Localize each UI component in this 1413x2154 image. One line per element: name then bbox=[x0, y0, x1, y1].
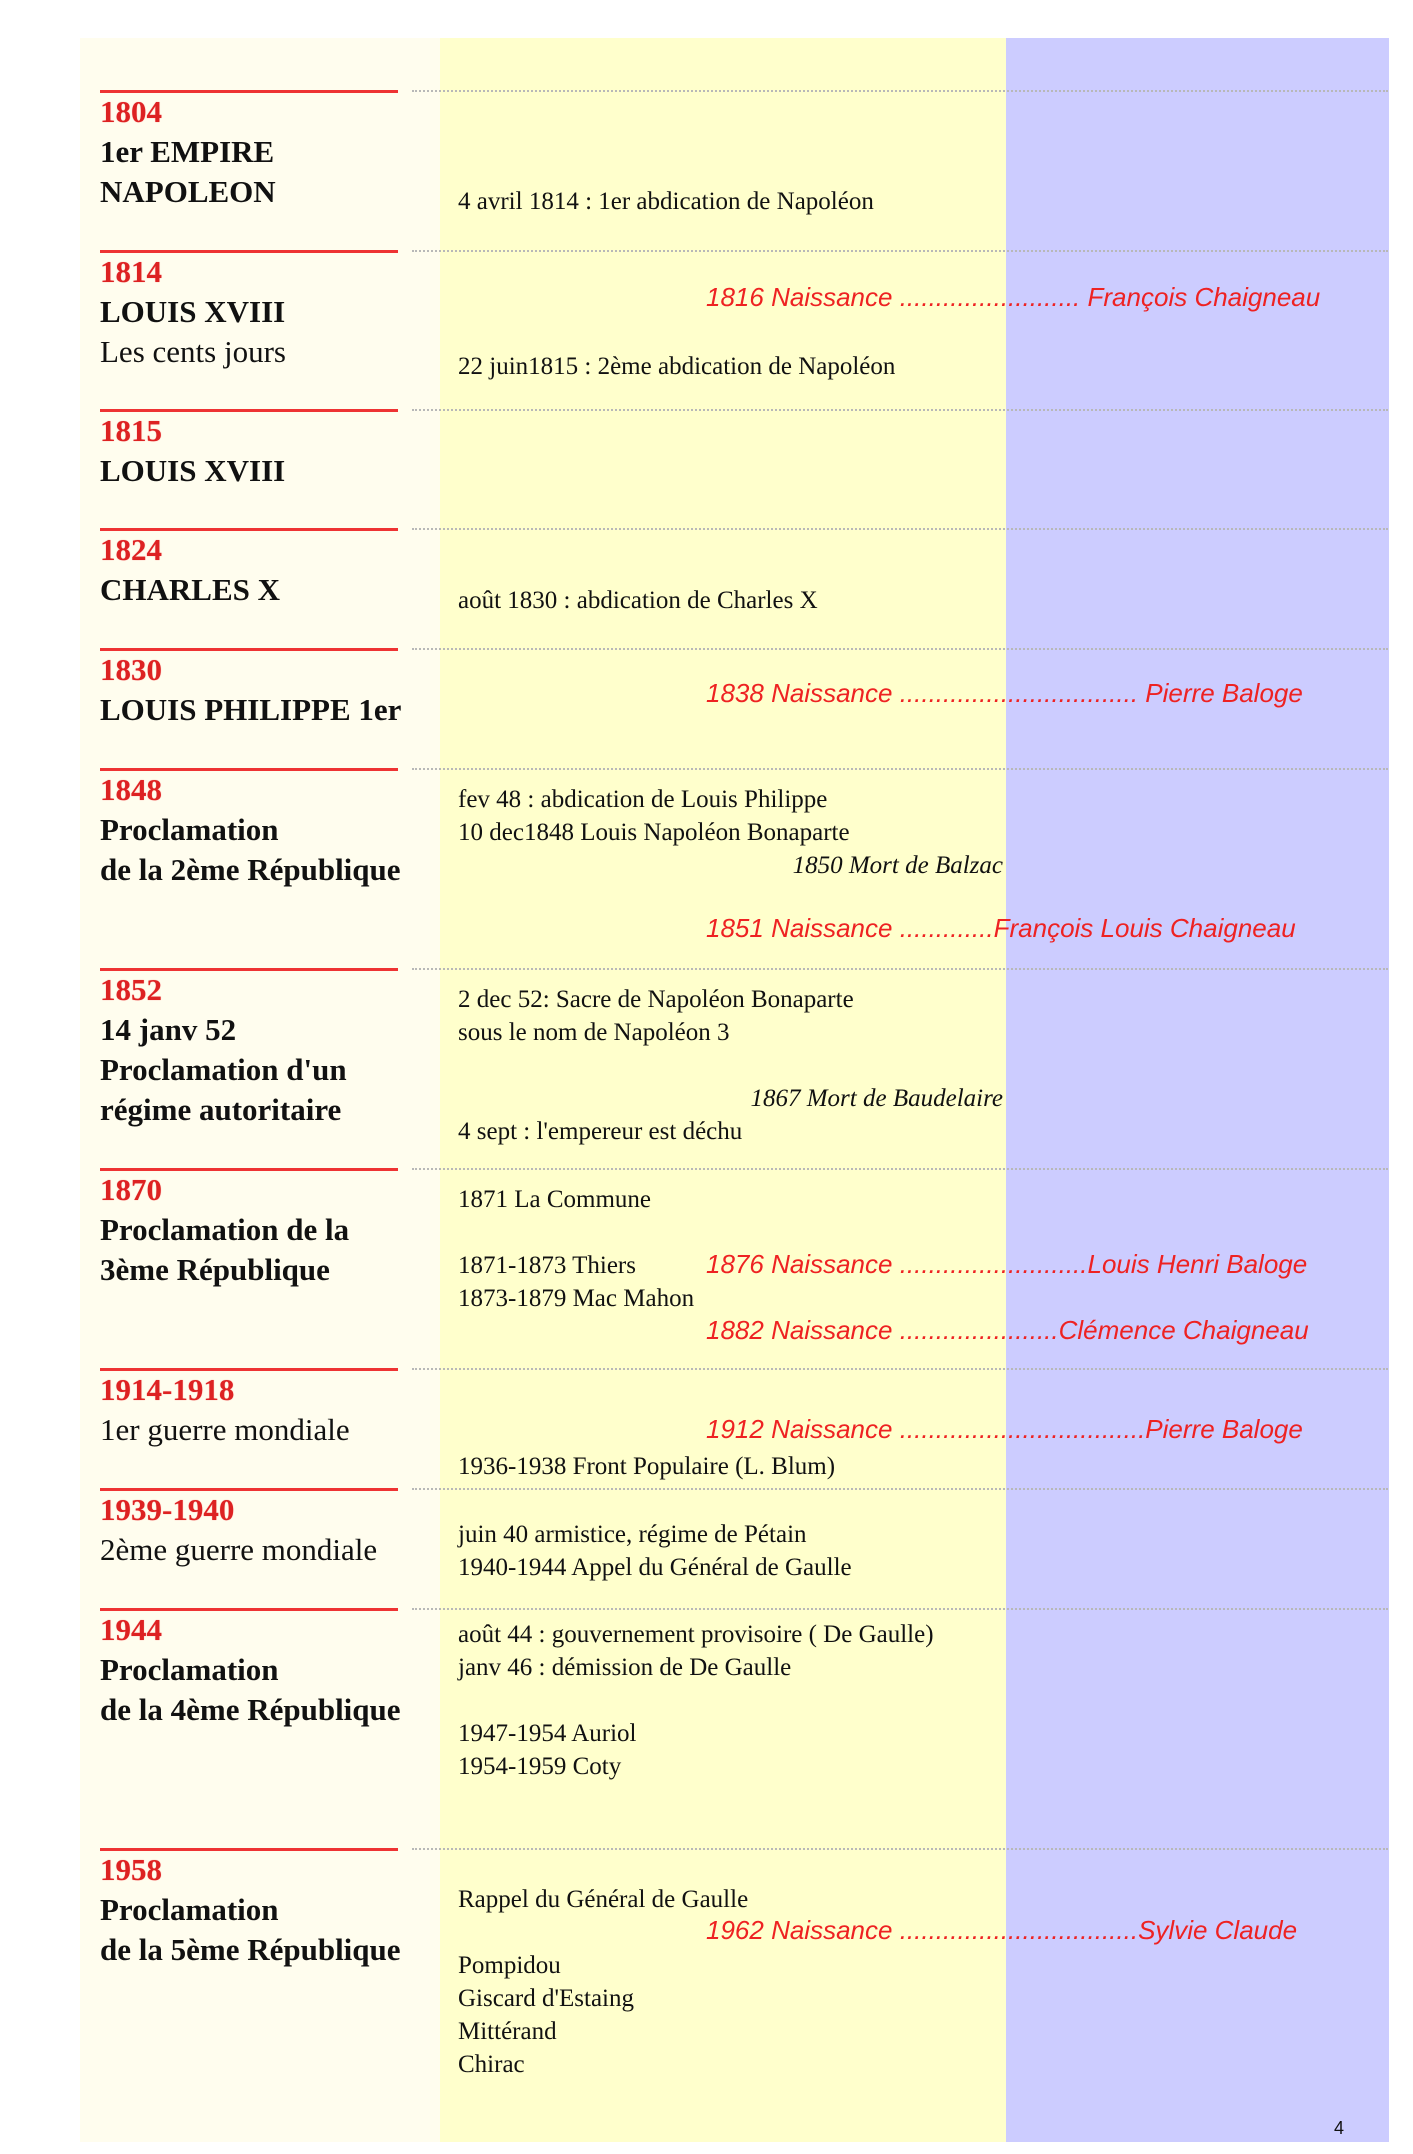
events-block bbox=[458, 350, 1018, 383]
event-text: Mittérand bbox=[458, 2018, 557, 2045]
period-title: Proclamation bbox=[100, 1892, 279, 1927]
event-text: 1871-1873 Thiers bbox=[458, 1252, 636, 1279]
dotted-divider bbox=[412, 250, 1388, 252]
period-title: Proclamation de la bbox=[100, 1212, 350, 1247]
event-text: Rappel du Général de Gaulle bbox=[458, 1886, 749, 1913]
period-block bbox=[100, 92, 440, 212]
period-block bbox=[100, 1490, 440, 1570]
period-year: 1958 bbox=[100, 1852, 162, 1887]
event-text: 1954-1959 Coty bbox=[458, 1753, 622, 1780]
period-title: de la 5ème République bbox=[100, 1932, 401, 1967]
dotted-divider bbox=[412, 528, 1388, 530]
events-block bbox=[458, 1518, 1018, 1584]
family-column bbox=[1006, 38, 1389, 2142]
event-text: 1947-1954 Auriol bbox=[458, 1720, 637, 1747]
birth-name: Sylvie Claude bbox=[1138, 1915, 1298, 1945]
birth-label: 1962 Naissance bbox=[706, 1915, 893, 1945]
events-block bbox=[458, 185, 1018, 218]
event-text: 1850 Mort de Balzac bbox=[792, 852, 1003, 879]
dotted-divider bbox=[412, 648, 1388, 650]
event-text: 2 dec 52: Sacre de Napoléon Bonaparte bbox=[458, 986, 854, 1013]
period-title: 14 janv 52 bbox=[100, 1012, 237, 1047]
period-year: 1939-1940 bbox=[100, 1492, 235, 1527]
period-block bbox=[100, 770, 440, 890]
period-block bbox=[100, 1170, 440, 1290]
period-title: de la 4ème République bbox=[100, 1692, 401, 1727]
period-title: 1er guerre mondiale bbox=[100, 1412, 350, 1447]
birth-entry bbox=[706, 1314, 1366, 1346]
period-block bbox=[100, 1610, 440, 1730]
dotted-divider bbox=[412, 1488, 1388, 1490]
events-block bbox=[458, 1883, 1018, 2081]
period-title: 1er EMPIRE bbox=[100, 134, 275, 169]
period-title: Les cents jours bbox=[100, 334, 286, 369]
period-year: 1870 bbox=[100, 1172, 162, 1207]
period-year: 1852 bbox=[100, 972, 162, 1007]
period-block bbox=[100, 411, 440, 491]
birth-entry bbox=[706, 912, 1366, 944]
event-text: 10 dec1848 Louis Napoléon Bonaparte bbox=[458, 819, 850, 846]
birth-label: 1816 Naissance bbox=[706, 282, 893, 312]
birth-label: 1882 Naissance bbox=[706, 1315, 893, 1345]
event-text: janv 46 : démission de De Gaulle bbox=[458, 1654, 792, 1681]
dotted-divider bbox=[412, 90, 1388, 92]
event-text: 1871 La Commune bbox=[458, 1186, 652, 1213]
dotted-divider bbox=[412, 1848, 1388, 1850]
events-block bbox=[458, 1450, 1018, 1483]
period-year: 1914-1918 bbox=[100, 1372, 235, 1407]
birth-entry bbox=[706, 281, 1366, 313]
birth-name: Pierre Baloge bbox=[1145, 1414, 1303, 1444]
birth-dots: ............. bbox=[892, 913, 994, 943]
period-title: régime autoritaire bbox=[100, 1092, 342, 1127]
period-block bbox=[100, 970, 440, 1130]
birth-entry bbox=[706, 1248, 1366, 1280]
events-block bbox=[458, 584, 1018, 617]
event-text: 1940-1944 Appel du Général de Gaulle bbox=[458, 1554, 852, 1581]
event-text: 22 juin1815 : 2ème abdication de Napoléon bbox=[458, 353, 896, 380]
dotted-divider bbox=[412, 768, 1388, 770]
birth-dots: .................................. bbox=[892, 1414, 1146, 1444]
period-year: 1944 bbox=[100, 1612, 162, 1647]
event-text: 1867 Mort de Baudelaire bbox=[750, 1085, 1003, 1112]
birth-dots: ......................... bbox=[892, 282, 1081, 312]
period-block bbox=[100, 252, 440, 372]
period-title: de la 2ème République bbox=[100, 852, 401, 887]
period-year: 1815 bbox=[100, 413, 162, 448]
period-year: 1848 bbox=[100, 772, 162, 807]
page-number: 4 bbox=[1334, 2118, 1345, 2138]
birth-label: 1912 Naissance bbox=[706, 1414, 893, 1444]
period-year: 1824 bbox=[100, 532, 162, 567]
period-block bbox=[100, 1370, 440, 1450]
period-block bbox=[100, 1850, 440, 1970]
period-title: LOUIS XVIII bbox=[100, 453, 286, 488]
event-text: 1873-1879 Mac Mahon bbox=[458, 1285, 695, 1312]
period-title: 3ème République bbox=[100, 1252, 330, 1287]
birth-label: 1851 Naissance bbox=[706, 913, 893, 943]
event-text: Giscard d'Estaing bbox=[458, 1985, 634, 2012]
birth-name: Clémence Chaigneau bbox=[1058, 1315, 1309, 1345]
period-year: 1804 bbox=[100, 94, 162, 129]
events-block bbox=[458, 983, 1018, 1148]
period-title: LOUIS PHILIPPE 1er bbox=[100, 692, 402, 727]
birth-entry bbox=[706, 1413, 1366, 1445]
period-year: 1830 bbox=[100, 652, 162, 687]
period-block bbox=[100, 530, 440, 610]
birth-label: 1838 Naissance bbox=[706, 678, 893, 708]
birth-name: François Chaigneau bbox=[1080, 282, 1321, 312]
event-text: Chirac bbox=[458, 2051, 525, 2078]
birth-label: 1876 Naissance bbox=[706, 1249, 893, 1279]
birth-dots: ................................. bbox=[892, 678, 1139, 708]
event-text: 1936-1938 Front Populaire (L. Blum) bbox=[458, 1453, 836, 1480]
period-title: 2ème guerre mondiale bbox=[100, 1532, 378, 1567]
period-title: NAPOLEON bbox=[100, 174, 276, 209]
event-text: Pompidou bbox=[458, 1952, 561, 1979]
period-block bbox=[100, 650, 440, 730]
birth-entry bbox=[706, 1914, 1366, 1946]
event-text: 4 sept : l'empereur est déchu bbox=[458, 1118, 743, 1145]
event-text: août 1830 : abdication de Charles X bbox=[458, 587, 818, 614]
birth-dots: .......................... bbox=[892, 1249, 1088, 1279]
dotted-divider bbox=[412, 1608, 1388, 1610]
event-text: sous le nom de Napoléon 3 bbox=[458, 1019, 730, 1046]
period-year: 1814 bbox=[100, 254, 162, 289]
dotted-divider bbox=[412, 968, 1388, 970]
birth-name: Louis Henri Baloge bbox=[1087, 1249, 1308, 1279]
birth-entry bbox=[706, 677, 1366, 709]
dotted-divider bbox=[412, 1168, 1388, 1170]
dotted-divider bbox=[412, 1368, 1388, 1370]
dotted-divider bbox=[412, 409, 1388, 411]
period-title: Proclamation bbox=[100, 1652, 279, 1687]
birth-name: François Louis Chaigneau bbox=[993, 913, 1296, 943]
period-title: Proclamation d'un bbox=[100, 1052, 347, 1087]
event-text: 4 avril 1814 : 1er abdication de Napoléon bbox=[458, 188, 874, 215]
events-block bbox=[458, 783, 1018, 882]
event-text: fev 48 : abdication de Louis Philippe bbox=[458, 786, 828, 813]
birth-dots: ...................... bbox=[892, 1315, 1059, 1345]
event-text: août 44 : gouvernement provisoire ( De Gaulle) bbox=[458, 1621, 934, 1648]
events-block bbox=[458, 1618, 1018, 1783]
birth-dots: ................................. bbox=[892, 1915, 1139, 1945]
birth-name: Pierre Baloge bbox=[1138, 678, 1303, 708]
event-text: juin 40 armistice, régime de Pétain bbox=[458, 1521, 807, 1548]
period-title: CHARLES X bbox=[100, 572, 281, 607]
period-title: Proclamation bbox=[100, 812, 279, 847]
period-title: LOUIS XVIII bbox=[100, 294, 286, 329]
